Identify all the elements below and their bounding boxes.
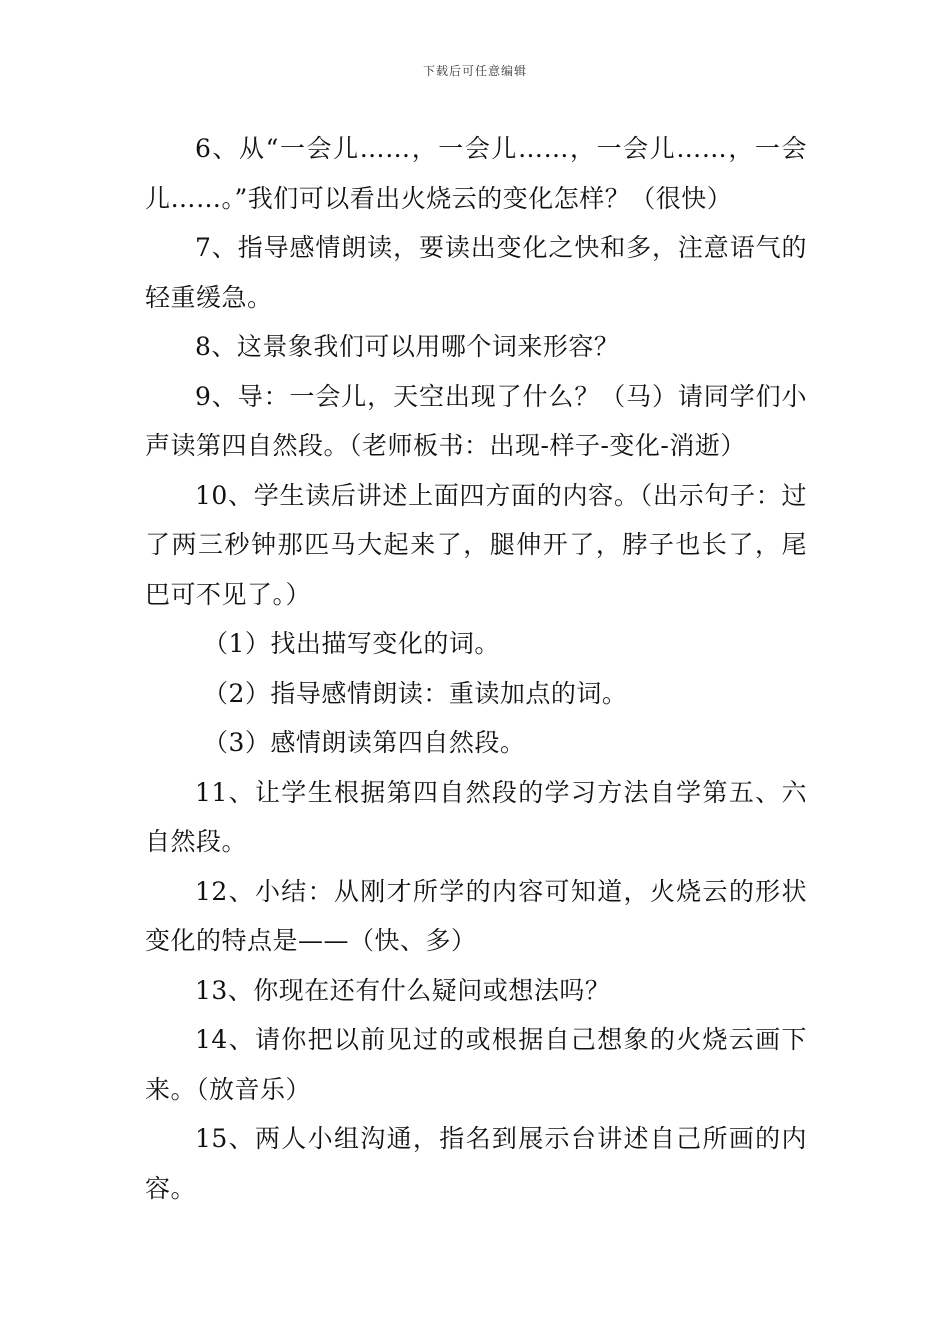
paragraph-step-12: 12、小结：从刚才所学的内容可知道，火烧云的形状变化的特点是——（快、多） xyxy=(145,876,807,955)
sub-item-2: （2）指导感情朗读：重读加点的词。 xyxy=(203,678,628,708)
paragraph-step-7: 7、指导感情朗读，要读出变化之快和多，注意语气的轻重缓急。 xyxy=(145,233,807,312)
paragraph-step-13: 13、你现在还有什么疑问或想法吗？ xyxy=(195,975,611,1005)
paragraph-step-11: 11、让学生根据第四自然段的学习方法自学第五、六自然段。 xyxy=(145,777,807,856)
document-body xyxy=(145,124,807,1213)
sub-item-1: （1）找出描写变化的词。 xyxy=(203,629,500,658)
paragraph-step-8: 8、这景象我们可以用哪个词来形容？ xyxy=(195,332,620,361)
paragraph-step-15: 15、两人小组沟通，指名到展示台讲述自己所画的内容。 xyxy=(145,1124,807,1203)
paragraph-step-6: 6、从“一会儿……，一会儿……，一会儿……，一会儿……。”我们可以看出火烧云的变化怎样？（很快） xyxy=(145,134,807,213)
page-header: 下载后可任意编辑 xyxy=(422,64,527,78)
paragraph-step-14: 14、请你把以前见过的或根据自己想象的火烧云画下来。（放音乐） xyxy=(145,1025,807,1104)
paragraph-step-10: 10、学生读后讲述上面四方面的内容。（出示句子：过了两三秒钟那匹马大起来了，腿伸开了，脖子也长了，尾巴可不见了。） xyxy=(145,480,807,609)
paragraph-step-9: 9、导：一会儿，天空出现了什么？（马）请同学们小声读第四自然段。（老师板书：出现-样子-变化-消逝） xyxy=(145,381,807,460)
sub-item-3: （3）感情朗读第四自然段。 xyxy=(203,728,526,757)
